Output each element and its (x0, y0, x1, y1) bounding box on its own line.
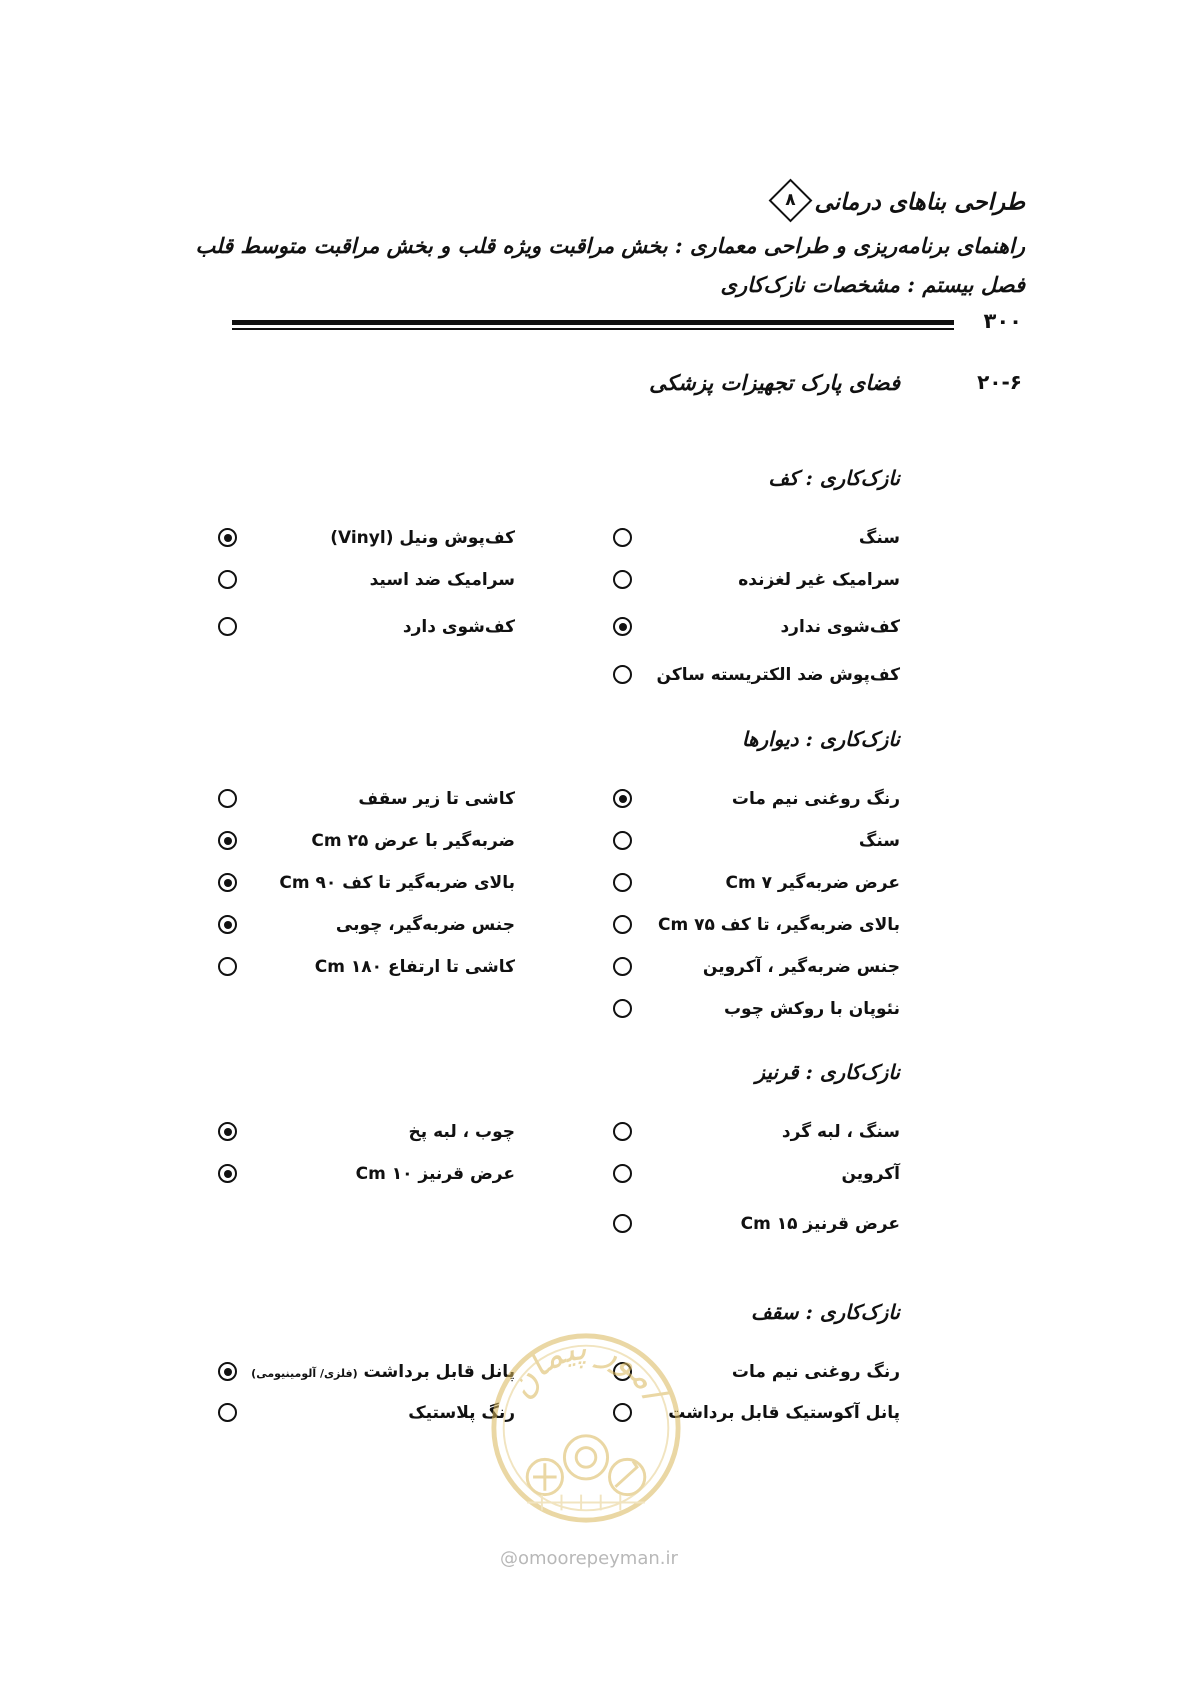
floor-option-radio[interactable] (218, 617, 237, 636)
walls-option-radio[interactable] (613, 789, 632, 808)
walls-option-radio[interactable] (218, 831, 237, 850)
chapter-title: فصل بیستم : مشخصات نازک‌کاری (720, 272, 1025, 297)
book-number-badge (769, 179, 813, 223)
ceiling-option-label: پانل آکوستیک قابل برداشت (668, 1403, 900, 1423)
floor-option-label: کف‌شوی دارد (402, 617, 515, 637)
ceiling-option-label: رنگ پلاستیک (408, 1403, 515, 1423)
ceiling-option-radio[interactable] (218, 1362, 237, 1381)
page-number: ۳۰۰ (983, 309, 1022, 333)
floor-option-label: سرامیک غیر لغزنده (738, 570, 900, 590)
floor-option-label: کف‌شوی ندارد (780, 617, 900, 637)
watermark-url: @omoorepeyman.ir (500, 1548, 678, 1569)
floor-option-radio[interactable] (218, 528, 237, 547)
walls-option-radio[interactable] (218, 915, 237, 934)
cornice-option-radio[interactable] (613, 1164, 632, 1183)
floor-option-label: کف‌پوش ضد الکتریسته ساکن (656, 665, 900, 685)
ceiling-option-text: پانل قابل برداشت (363, 1362, 515, 1382)
walls-option-radio[interactable] (613, 831, 632, 850)
floor-option-label: کف‌پوش ونیل (Vinyl) (330, 528, 515, 548)
walls-option-radio[interactable] (613, 915, 632, 934)
ceiling-option-radio[interactable] (218, 1403, 237, 1422)
section-title: فضای پارک تجهیزات پزشکی (649, 370, 900, 395)
header-rule-thin (232, 328, 954, 330)
cornice-option-radio[interactable] (613, 1122, 632, 1141)
walls-option-radio[interactable] (218, 789, 237, 808)
walls-option-label: رنگ روغنی نیم مات (731, 789, 900, 809)
walls-option-radio[interactable] (218, 873, 237, 892)
walls-option-label: کاشی تا ارتفاع ۱۸۰ Cm (314, 957, 515, 977)
walls-option-radio[interactable] (218, 957, 237, 976)
walls-option-label: بالای ضربه‌گیر، تا کف ۷۵ Cm (657, 915, 900, 935)
walls-option-label: ضربه‌گیر با عرض ۲۵ Cm (311, 831, 515, 851)
walls-option-label: بالای ضربه‌گیر تا کف ۹۰ Cm (279, 873, 515, 893)
walls-option-label: جنس ضربه‌گیر، چوبی (335, 915, 515, 935)
walls-option-label: جنس ضربه‌گیر ، آکروین (702, 957, 900, 977)
cornice-option-radio[interactable] (613, 1214, 632, 1233)
floor-option-radio[interactable] (613, 617, 632, 636)
book-subtitle: راهنمای برنامه‌ریزی و طراحی معماری : بخش مراقبت ویژه قلب و بخش مراقبت متوسط قلب (195, 233, 1025, 258)
watermark-brand: امور پیمان (499, 1330, 674, 1406)
walls-heading: نازک‌کاری : دیوارها (741, 727, 900, 751)
cornice-option-label: عرض قرنیز ۱۰ Cm (355, 1164, 515, 1184)
ceiling-heading: نازک‌کاری : سقف (750, 1300, 900, 1324)
floor-option-label: سنگ (858, 528, 900, 548)
walls-option-radio[interactable] (613, 999, 632, 1018)
ceiling-option-note: (فلزی/ آلومینیومی) (251, 1367, 358, 1380)
walls-option-radio[interactable] (613, 957, 632, 976)
book-title (205, 188, 1025, 219)
cornice-option-label: سنگ ، لبه گرد (781, 1122, 900, 1142)
walls-option-radio[interactable] (613, 873, 632, 892)
walls-option-label: عرض ضربه‌گیر ۷ Cm (725, 873, 900, 893)
cornice-option-label: چوب ، لبه پخ (408, 1122, 515, 1142)
walls-option-label: سنگ (858, 831, 900, 851)
header-rule-thick (232, 320, 954, 325)
floor-option-label: سرامیک ضد اسید (369, 570, 515, 590)
ceiling-option-label (251, 1362, 515, 1382)
section-number: ۲۰-۶ (977, 370, 1022, 394)
cornice-option-label: عرض قرنیز ۱۵ Cm (740, 1214, 900, 1234)
floor-option-radio[interactable] (613, 665, 632, 684)
cornice-option-label: آکروین (841, 1164, 900, 1184)
floor-option-radio[interactable] (218, 570, 237, 589)
watermark-logo (488, 1330, 684, 1526)
book-number: ۸ (785, 190, 797, 210)
ceiling-option-label: رنگ روغنی نیم مات (731, 1362, 900, 1382)
cornice-option-radio[interactable] (218, 1122, 237, 1141)
gear-icon (527, 1436, 645, 1495)
cornice-option-radio[interactable] (218, 1164, 237, 1183)
walls-option-label: نئوپان با روکش چوب (723, 999, 900, 1019)
floor-heading: نازک‌کاری : کف (768, 466, 900, 490)
book-title-text: طراحی بناهای درمانی (814, 188, 1025, 216)
cornice-heading: نازک‌کاری : قرنیز (755, 1060, 900, 1084)
floor-option-radio[interactable] (613, 528, 632, 547)
floor-option-radio[interactable] (613, 570, 632, 589)
walls-option-label: کاشی تا زیر سقف (358, 789, 515, 809)
